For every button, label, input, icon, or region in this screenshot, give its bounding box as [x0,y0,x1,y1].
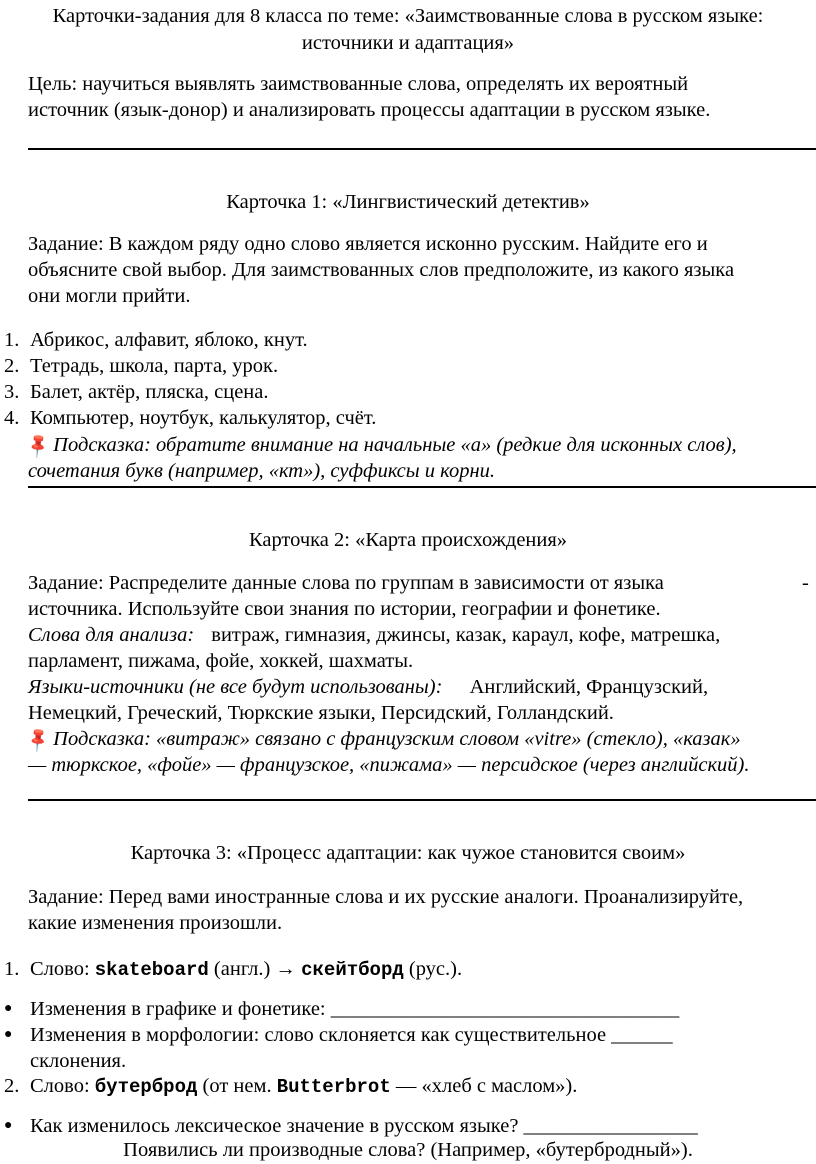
list-item [4,1073,577,1100]
card1-task-line1: Задание: В каждом ряду одно слово является исконно русским. Найдите его и [28,233,708,255]
item2-mid: (от нем. [202,1075,272,1097]
goal-line2: источник (язык-донор) и анализировать процессы адаптации в русском языке. [28,99,711,121]
card2-words-text: витраж, гимназия, джинсы, казак, караул, кофе, матрешка, [211,624,721,646]
bullet3-text: Как изменилось лексическое значение в русском языке? _________________ [30,1115,698,1137]
bullet2-line2: склонения. [30,1050,127,1072]
item1-word-ru: скейтборд [301,959,404,981]
bullet2-text: Изменения в морфологии: слово склоняется как существительное ______ [30,1024,673,1046]
card2-langs-text: Английский, Французский, [469,676,709,698]
item2-word-src: Butterbrot [276,1076,391,1098]
card2-hint-line2: — тюркское, «фойе» — французское, «пижама» — персидское (через английский). [28,754,750,776]
card3-task-line2: какие изменения произошли. [28,912,283,934]
divider [28,148,816,150]
list-item-number: 1. [4,958,20,980]
list-item-number: 2. [4,355,20,377]
card2-langs-line2: Немецкий, Греческий, Тюркские языки, Персидский, Голландский. [28,702,614,724]
card2-hint-text: Подсказка: «витраж» связано с французским словом «vitre» (стекло), «казак» [53,728,741,750]
list-item-number: 2. [4,1075,20,1097]
list-item [4,379,268,405]
card1-hint-line1 [24,431,737,460]
item2-prefix: Слово: [30,1075,90,1097]
card2-title: Карточка 2: «Карта происхождения» [248,529,568,551]
card2-words-line2: парламент, пижама, фойе, хоккей, шахматы. [28,650,414,672]
divider [28,799,816,801]
list-item-text: Тетрадь, школа, парта, урок. [30,355,279,377]
list-item-text: Балет, актёр, пляска, сцена. [30,381,269,403]
pushpin-icon: 📌 [24,725,53,754]
card1-task-line3: они могли прийти. [28,285,191,307]
divider [28,486,816,488]
bullet-dot-icon: ● [4,1001,13,1016]
bullet-dot-icon: ● [4,1027,13,1042]
card2-task-dash: - [802,572,809,594]
bullet-dot-icon: ● [4,1118,13,1133]
list-item-number: 1. [4,329,20,351]
item1-ru-lang: (рус.). [408,958,463,980]
card1-hint-text: Подсказка: обратите внимание на начальные «а» (редкие для исконных слов), [53,434,737,456]
list-item [4,405,376,431]
doc-title-line1: Карточки-задания для 8 класса по теме: «Заимствованные слова в русском языке: [52,5,764,27]
card2-words-line1 [28,622,720,648]
card2-hint-line1 [24,725,741,754]
card3-title: Карточка 3: «Процесс адаптации: как чужое становится своим» [130,842,686,864]
card1-hint-line2: сочетания букв (например, «кт»), суффиксы и корни. [28,460,495,482]
doc-title-line2: источники и адаптация» [301,32,515,54]
card3-last-line: Появились ли производные слова? (Например, «бутербродный»). [123,1139,693,1161]
bullet1-text: Изменения в графике и фонетике: __________________________________ [30,998,680,1020]
item1-src-lang: (англ.) → [213,958,296,980]
card3-task-line1: Задание: Перед вами иностранные слова и их русские аналоги. Проанализируйте, [28,886,744,908]
card2-langs-label: Языки-источники (не все будут использованы): [28,676,443,698]
item1-word-src: skateboard [94,959,209,981]
card1-title: Карточка 1: «Лингвистический детектив» [226,191,590,213]
item2-suffix: — «хлеб с маслом»). [395,1075,578,1097]
list-item [4,956,462,983]
list-item [4,327,308,353]
card2-langs-line1 [28,674,708,700]
goal-line1: Цель: научиться выявлять заимствованные слова, определять их вероятный [28,73,689,95]
pushpin-icon: 📌 [24,431,53,460]
list-item [4,353,278,379]
list-item-number: 3. [4,381,20,403]
card2-task-line1: Задание: Распределите данные слова по группам в зависимости от языка [28,572,664,594]
card2-task-line2: источника. Используйте свои знания по истории, географии и фонетике. [28,598,661,620]
card2-words-label: Слова для анализа: [28,624,195,646]
item1-prefix: Слово: [30,958,90,980]
list-item-text: Абрикос, алфавит, яблоко, кнут. [30,329,308,351]
list-item-number: 4. [4,407,20,429]
card1-task-line2: объясните свой выбор. Для заимствованных слов предположите, из какого языка [28,259,735,281]
list-item-text: Компьютер, ноутбук, калькулятор, счёт. [30,407,377,429]
item2-word-ru: бутерброд [94,1076,198,1098]
